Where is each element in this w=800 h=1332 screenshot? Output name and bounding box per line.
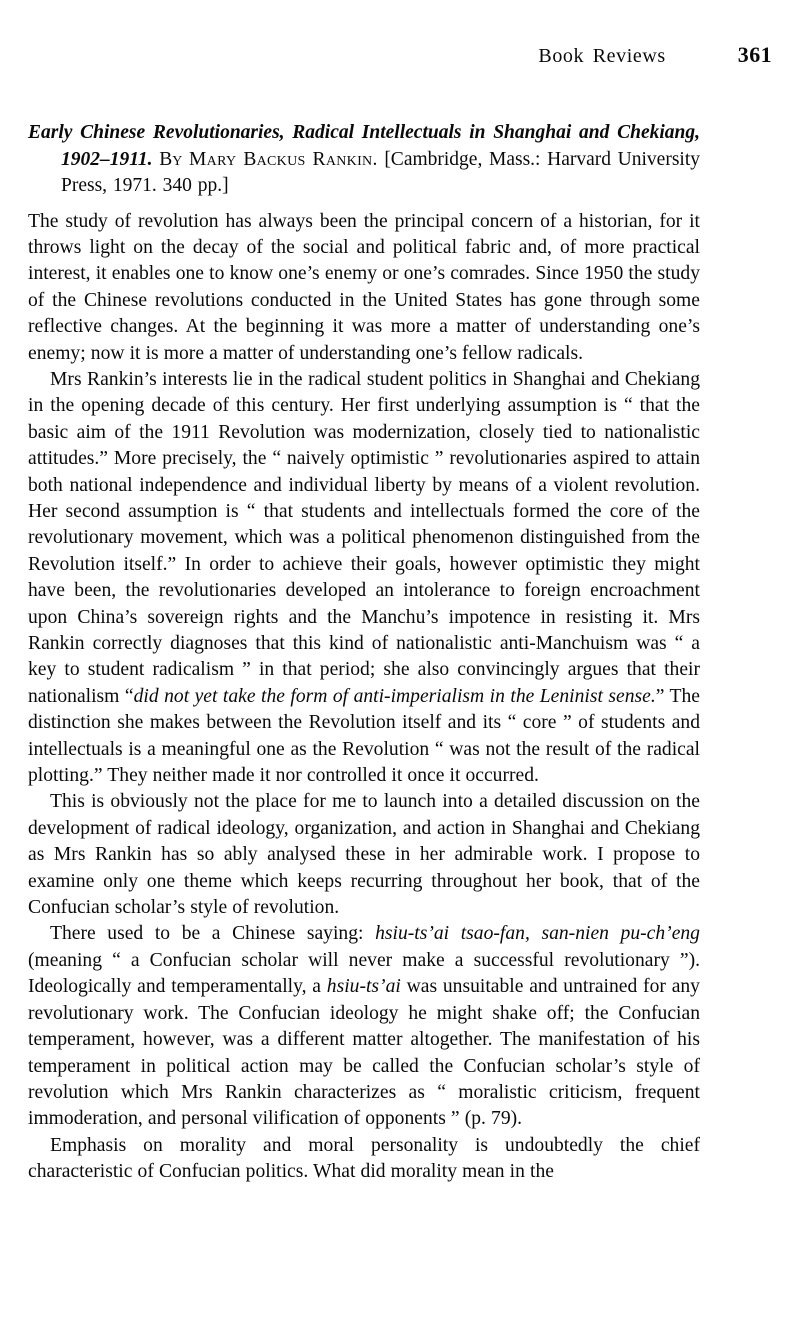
running-head (28, 42, 772, 70)
text-column (28, 120, 700, 1186)
text-run: The study of revolution has always been the principal concern of a historian, for it throws light on the decay of the social and political fabric and, of more practical interest, it enables one to know one’s enemy or one’s comrades. Since 1950 the study of the Chinese revolutions conducted in the United States has gone through some reflective changes. At the beginning it was more a matter of understanding one’s enemy; now it is more a matter of understanding one’s fellow radicals. (28, 210, 700, 364)
book-title: Early Chinese Revolutionaries, Radical Intellectuals in Shanghai and Chekiang, 1902–1911. (28, 122, 700, 170)
running-head-title: Book Reviews (538, 45, 666, 67)
publication-info: [Cambridge, Mass.: Harvard University Press, 1971. 340 pp.] (61, 148, 700, 196)
para-1 (28, 209, 700, 367)
para-3 (28, 789, 700, 921)
para-2 (28, 367, 700, 790)
text-run: ” The distinction she makes between the Revolution itself and its “ core ” of students and intellectuals is a meaningful one as the Revolution “ was not the result of the radical plotting.” They neither made it nor controlled it once it occurred. (28, 685, 700, 787)
para-5 (28, 1133, 700, 1186)
text-run: There used to be a Chinese saying: (50, 923, 376, 945)
text-run: This is obviously not the place for me to launch into a detailed discussion on the development of radical ideology, organization, and action in Shanghai and Chekiang as Mrs Rankin has so ably analysed these in her admirable work. I propose to examine only one theme which keeps recurring throughout her book, that of the Confucian scholar’s style of revolution. (28, 791, 700, 919)
body-text (28, 209, 700, 1186)
italic-run: hsiu-ts’ai (326, 976, 401, 998)
text-run: Mrs Rankin’s interests lie in the radical student politics in Shanghai and Chekiang in the opening decade of this century. Her first underlying assumption is “ that the basic aim of the 1911 Revolution was modernization, closely tied to nationalistic attitudes.” More precisely, the “ naively optimistic ” revolutionaries aspired to attain both national independence and individual liberty by means of a violent revolution. Her second assumption is “ that students and intellectuals formed the core of the revolutionary movement, which was a political phenomenon distinguished from the Revolution itself.” In order to achieve their goals, however optimistic they might have been, the revolutionaries developed an intolerance to foreign encroachment upon China’s sovereign rights and the Manchu’s impotence in resisting it. Mrs Rankin correctly diagnoses that this kind of nationalistic anti-Manchuism was “ a key to student radicalism ” in that period; she also convincingly argues that their nationalism “ (28, 368, 700, 707)
page-number: 361 (737, 42, 772, 67)
para-4 (28, 921, 700, 1132)
italic-run: hsiu-ts’ai tsao-fan, san-nien pu-ch’eng (375, 923, 700, 945)
text-run: (meaning “ a Confucian scholar will never make a successful revolutionary ”). Ideologically and temperamentally, a (28, 949, 700, 998)
byline-label: By (159, 148, 183, 170)
book-author: Mary Backus Rankin. (189, 148, 378, 170)
italic-run: did not yet take the form of anti-imperialism in the Leninist sense. (133, 685, 656, 707)
book-citation (28, 120, 700, 200)
text-run: Emphasis on morality and moral personality is undoubtedly the chief characteristic of Confucian politics. What did morality mean in the (28, 1134, 700, 1183)
text-run: was unsuitable and untrained for any revolutionary work. The Confucian ideology he might shake off; the Confucian temperament, however, was a different matter altogether. The manifestation of his temperament in political action may be called the Confucian scholar’s style of revolution which Mrs Rankin characterizes as “ moralistic criticism, frequent immoderation, and personal vilification of opponents ” (p. 79). (28, 976, 700, 1130)
